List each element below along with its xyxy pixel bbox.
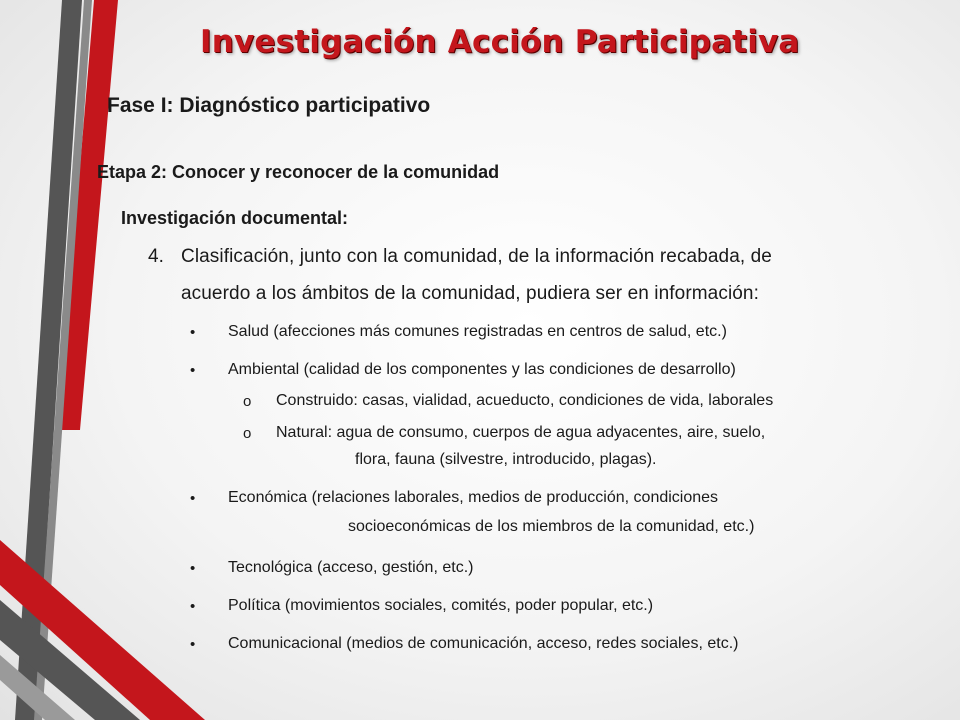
bullet-politica: Política (movimientos sociales, comités, poder popular, etc.) bbox=[228, 597, 654, 614]
documentary-heading: Investigación documental: bbox=[121, 208, 349, 228]
bullet-marker: • bbox=[190, 598, 196, 615]
item-number: 4. bbox=[148, 246, 164, 267]
slide-title: Investigación Acción Participativa bbox=[200, 24, 800, 60]
sub-bullet-marker: o bbox=[243, 393, 252, 410]
stage-heading: Etapa 2: Conocer y reconocer de la comunidad bbox=[97, 162, 500, 182]
bullet-marker: • bbox=[190, 636, 196, 653]
bullet-tecnologica: Tecnológica (acceso, gestión, etc.) bbox=[228, 559, 474, 576]
sub-bullet-natural-line-1: Natural: agua de consumo, cuerpos de agua adyacentes, aire, suelo, bbox=[276, 424, 766, 441]
sub-bullet-natural-line-2: flora, fauna (silvestre, introducido, plagas). bbox=[355, 451, 657, 468]
bullet-comunicacional: Comunicacional (medios de comunicación, acceso, redes sociales, etc.) bbox=[228, 635, 739, 652]
sub-bullet-construido: Construido: casas, vialidad, acueducto, condiciones de vida, laborales bbox=[276, 392, 774, 409]
bullet-economica-line-2: socioeconómicas de los miembros de la comunidad, etc.) bbox=[348, 518, 755, 535]
bullet-marker: • bbox=[190, 560, 196, 577]
bullet-marker: • bbox=[190, 324, 196, 341]
bullet-economica-line-1: Económica (relaciones laborales, medios de producción, condiciones bbox=[228, 489, 719, 506]
item-text-line-1: Clasificación, junto con la comunidad, de la información recabada, de bbox=[181, 246, 772, 267]
phase-heading: Fase I: Diagnóstico participativo bbox=[107, 94, 431, 117]
bullet-salud: Salud (afecciones más comunes registradas en centros de salud, etc.) bbox=[228, 323, 727, 340]
bullet-ambiental: Ambiental (calidad de los componentes y las condiciones de desarrollo) bbox=[228, 361, 736, 378]
item-text-line-2: acuerdo a los ámbitos de la comunidad, pudiera ser en información: bbox=[181, 283, 759, 304]
bullet-marker: • bbox=[190, 490, 196, 507]
bullet-marker: • bbox=[190, 362, 196, 379]
sub-bullet-marker: o bbox=[243, 425, 252, 442]
